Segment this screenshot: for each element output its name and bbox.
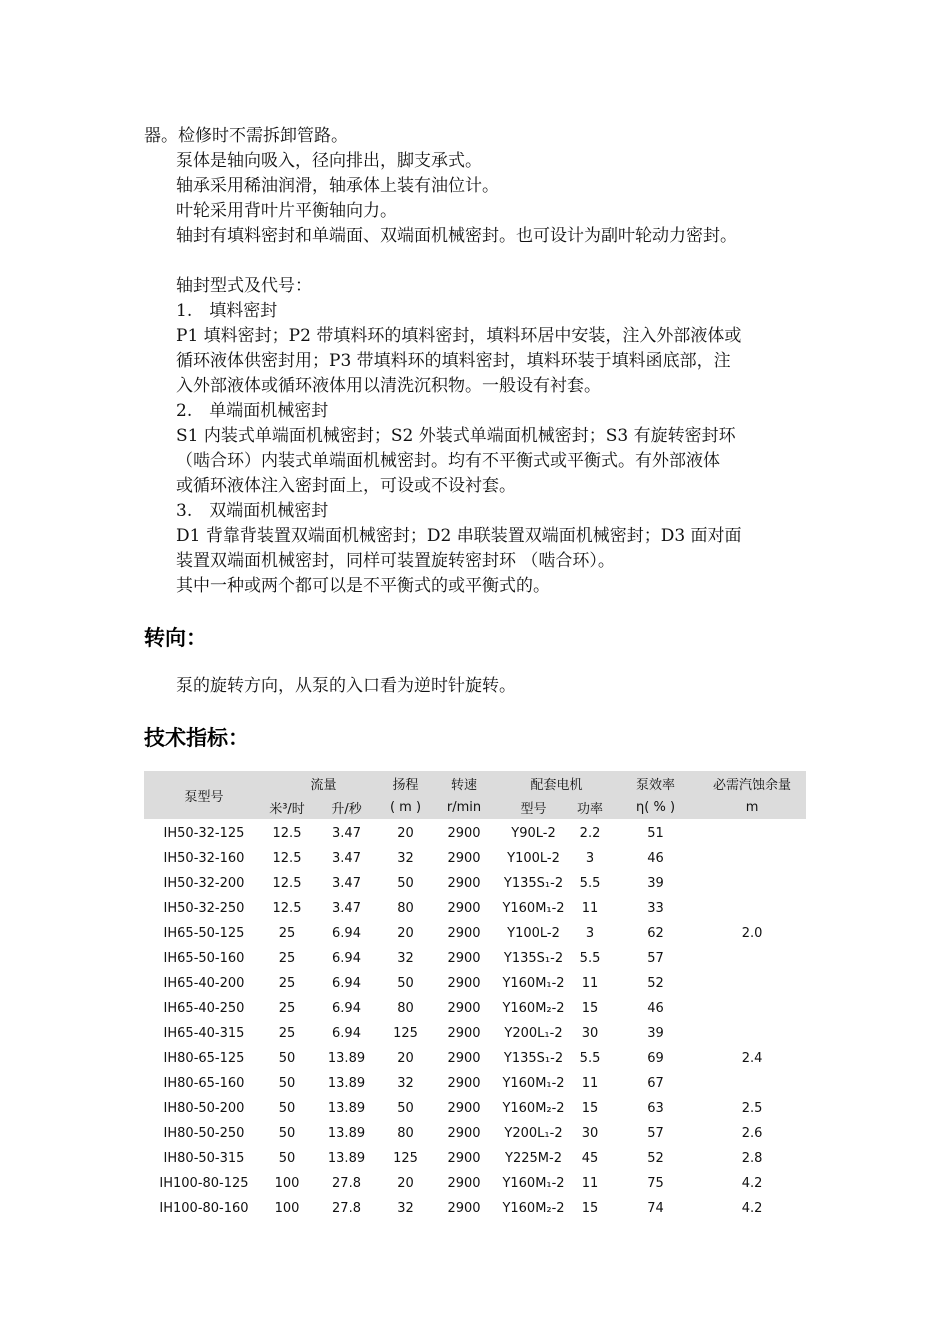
cell-head: 20 xyxy=(397,1176,414,1191)
col-subheader-motor-power: 功率 xyxy=(567,795,613,819)
seal-item-2-line: S1 内装式单端面机械密封；S2 外装式单端面机械密封；S3 有旋转密封环 xyxy=(176,426,736,446)
col-header-speed: 转速 xyxy=(428,771,500,795)
cell-motor-model: Y135S₁-2 xyxy=(503,951,564,966)
cell-flow-ls: 13.89 xyxy=(327,1051,366,1066)
table-row xyxy=(144,946,806,971)
cell-flow-ls: 3.47 xyxy=(332,826,361,841)
cell-head: 80 xyxy=(397,1126,414,1141)
seal-item-3-line: 装置双端面机械密封，同样可装置旋转密封环 （啮合环）。 xyxy=(176,551,615,571)
seal-item-1-line: 循环液体供密封用；P3 带填料环的填料密封，填料环装于填料函底部，注 xyxy=(176,351,731,371)
cell-flow-ls: 27.8 xyxy=(332,1201,361,1216)
cell-head: 125 xyxy=(393,1151,418,1166)
cell-flow-ls: 3.47 xyxy=(332,851,361,866)
cell-flow-ls: 13.89 xyxy=(327,1151,366,1166)
cell-npsh: 4.2 xyxy=(741,1176,763,1191)
cell-motor-model: Y90L-2 xyxy=(511,826,556,841)
paragraph-bearing: 轴承采用稀油润滑，轴承体上装有油位计。 xyxy=(176,176,499,196)
col-header-efficiency: 泵效率 xyxy=(613,771,698,795)
cell-speed: 2900 xyxy=(447,1026,481,1041)
cell-motor-power: 15 xyxy=(581,1201,599,1216)
cell-motor-power: 3 xyxy=(585,926,595,941)
col-subheader-efficiency-unit: η( % ) xyxy=(613,795,698,819)
table-row xyxy=(144,846,806,871)
table-row xyxy=(144,871,806,896)
cell-flow-m3: 12.5 xyxy=(272,876,302,891)
table-header-row xyxy=(144,771,806,795)
cell-model: IH65-40-315 xyxy=(163,1026,245,1041)
col-subheader-motor-model: 型号 xyxy=(500,795,567,819)
table-row xyxy=(144,1046,806,1071)
cell-model: IH80-65-160 xyxy=(163,1076,245,1091)
cell-efficiency: 57 xyxy=(647,951,664,966)
cell-head: 20 xyxy=(397,826,414,841)
col-subheader-npsh-unit: m xyxy=(698,795,806,819)
cell-flow-m3: 50 xyxy=(278,1126,296,1141)
cell-motor-model: Y160M₁-2 xyxy=(502,901,565,916)
table-row xyxy=(144,1071,806,1096)
table-row xyxy=(144,1196,806,1221)
cell-motor-power: 11 xyxy=(581,901,599,916)
cell-head: 50 xyxy=(397,876,414,891)
cell-npsh xyxy=(698,1071,806,1096)
cell-motor-power: 15 xyxy=(581,1001,599,1016)
cell-head: 80 xyxy=(397,901,414,916)
cell-flow-m3: 50 xyxy=(278,1151,296,1166)
cell-motor-power: 3 xyxy=(585,851,595,866)
cell-motor-model: Y160M₁-2 xyxy=(502,1076,565,1091)
cell-motor-power: 11 xyxy=(581,976,599,991)
cell-flow-m3: 25 xyxy=(278,976,296,991)
cell-npsh xyxy=(698,996,806,1021)
seal-item-3-line: D1 背靠背装置双端面机械密封；D2 串联装置双端面机械密封；D3 面对面 xyxy=(176,526,742,546)
cell-flow-m3: 25 xyxy=(278,926,296,941)
spec-table-body xyxy=(144,819,806,1221)
cell-npsh: 2.0 xyxy=(741,926,763,941)
cell-head: 80 xyxy=(397,1001,414,1016)
cell-flow-ls: 6.94 xyxy=(332,1026,361,1041)
cell-model: IH50-32-125 xyxy=(163,826,245,841)
cell-efficiency: 52 xyxy=(647,976,664,991)
cell-motor-power: 5.5 xyxy=(579,951,601,966)
cell-speed: 2900 xyxy=(447,876,481,891)
cell-motor-model: Y160M₂-2 xyxy=(502,1001,565,1016)
cell-efficiency: 63 xyxy=(647,1101,664,1116)
cell-flow-m3: 12.5 xyxy=(272,901,302,916)
table-row xyxy=(144,921,806,946)
cell-flow-m3: 25 xyxy=(278,951,296,966)
cell-npsh xyxy=(698,1021,806,1046)
paragraph-continuation: 器。检修时不需拆卸管路。 xyxy=(144,126,348,146)
cell-motor-power: 11 xyxy=(581,1076,599,1091)
cell-motor-power: 5.5 xyxy=(579,876,601,891)
cell-speed: 2900 xyxy=(447,826,481,841)
cell-flow-m3: 12.5 xyxy=(272,826,302,841)
cell-motor-model: Y100L-2 xyxy=(507,851,560,866)
cell-speed: 2900 xyxy=(447,1201,481,1216)
cell-head: 50 xyxy=(397,1101,414,1116)
paragraph-shaft-seal: 轴封有填料密封和单端面、双端面机械密封。也可设计为副叶轮动力密封。 xyxy=(176,226,737,246)
cell-motor-power: 2.2 xyxy=(579,826,601,841)
cell-npsh xyxy=(698,971,806,996)
cell-flow-ls: 3.47 xyxy=(332,901,361,916)
cell-efficiency: 46 xyxy=(647,1001,664,1016)
cell-motor-model: Y200L₁-2 xyxy=(504,1126,563,1141)
cell-npsh: 2.6 xyxy=(741,1126,763,1141)
table-row xyxy=(144,996,806,1021)
spec-table xyxy=(144,771,806,1221)
cell-speed: 2900 xyxy=(447,1076,481,1091)
cell-efficiency: 74 xyxy=(647,1201,664,1216)
cell-head: 32 xyxy=(397,951,414,966)
cell-head: 32 xyxy=(397,1201,414,1216)
cell-head: 32 xyxy=(397,851,414,866)
cell-motor-model: Y135S₁-2 xyxy=(503,1051,564,1066)
cell-motor-power: 11 xyxy=(581,1176,599,1191)
cell-npsh xyxy=(698,846,806,871)
cell-npsh: 2.4 xyxy=(741,1051,763,1066)
cell-motor-power: 5.5 xyxy=(579,1051,601,1066)
table-row xyxy=(144,971,806,996)
seal-item-2-line: （啮合环）内装式单端面机械密封。均有不平衡式或平衡式。有外部液体 xyxy=(176,451,720,471)
cell-head: 20 xyxy=(397,926,414,941)
cell-flow-ls: 13.89 xyxy=(327,1076,366,1091)
cell-motor-model: Y160M₁-2 xyxy=(502,1176,565,1191)
cell-motor-model: Y160M₁-2 xyxy=(502,976,565,991)
cell-speed: 2900 xyxy=(447,976,481,991)
cell-model: IH65-40-250 xyxy=(163,1001,245,1016)
cell-model: IH65-50-160 xyxy=(163,951,245,966)
heading-rotation: 转向： xyxy=(144,626,207,650)
cell-motor-model: Y200L₁-2 xyxy=(504,1026,563,1041)
seal-item-1-title: 1. 填料密封 xyxy=(176,301,278,321)
table-row xyxy=(144,819,806,846)
cell-speed: 2900 xyxy=(447,1151,481,1166)
cell-model: IH65-50-125 xyxy=(163,926,245,941)
seal-item-3-title: 3. 双端面机械密封 xyxy=(176,501,329,521)
col-header-flow: 流量 xyxy=(264,771,383,795)
seal-types-title: 轴封型式及代号： xyxy=(176,276,312,296)
table-row xyxy=(144,1121,806,1146)
cell-motor-model: Y225M-2 xyxy=(505,1151,562,1166)
seal-item-2-line: 或循环液体注入密封面上，可设或不设衬套。 xyxy=(176,476,516,496)
cell-flow-ls: 6.94 xyxy=(332,976,361,991)
col-subheader-flow-ls: 升/秒 xyxy=(310,795,383,819)
cell-flow-ls: 3.47 xyxy=(332,876,361,891)
cell-motor-power: 45 xyxy=(581,1151,599,1166)
table-row xyxy=(144,1096,806,1121)
cell-npsh xyxy=(698,946,806,971)
cell-speed: 2900 xyxy=(447,1051,481,1066)
col-header-motor: 配套电机 xyxy=(500,771,613,795)
col-header-head: 扬程 xyxy=(383,771,428,795)
seal-item-1-line: 入外部液体或循环液体用以清洗沉积物。一般设有衬套。 xyxy=(176,376,601,396)
cell-efficiency: 46 xyxy=(647,851,664,866)
cell-head: 20 xyxy=(397,1051,414,1066)
cell-npsh xyxy=(698,819,806,846)
cell-flow-ls: 6.94 xyxy=(332,951,361,966)
cell-motor-power: 15 xyxy=(581,1101,599,1116)
cell-efficiency: 39 xyxy=(647,1026,664,1041)
col-subheader-head-unit: ( m ) xyxy=(383,795,428,819)
cell-efficiency: 62 xyxy=(647,926,664,941)
table-row xyxy=(144,1146,806,1171)
seal-note: 其中一种或两个都可以是不平衡式的或平衡式的。 xyxy=(176,576,550,596)
cell-flow-m3: 50 xyxy=(278,1101,296,1116)
cell-flow-m3: 25 xyxy=(278,1026,296,1041)
table-row xyxy=(144,1171,806,1196)
heading-specs: 技术指标： xyxy=(144,726,249,750)
cell-model: IH50-32-160 xyxy=(163,851,245,866)
cell-motor-model: Y160M₂-2 xyxy=(502,1201,565,1216)
cell-efficiency: 51 xyxy=(647,826,664,841)
cell-speed: 2900 xyxy=(447,1126,481,1141)
seal-item-2-title: 2. 单端面机械密封 xyxy=(176,401,329,421)
cell-efficiency: 39 xyxy=(647,876,664,891)
cell-head: 125 xyxy=(393,1026,418,1041)
cell-model: IH100-80-125 xyxy=(159,1176,249,1191)
cell-model: IH100-80-160 xyxy=(159,1201,249,1216)
cell-flow-m3: 100 xyxy=(274,1201,300,1216)
cell-speed: 2900 xyxy=(447,851,481,866)
cell-motor-model: Y135S₁-2 xyxy=(503,876,564,891)
cell-flow-m3: 12.5 xyxy=(272,851,302,866)
cell-speed: 2900 xyxy=(447,926,481,941)
cell-speed: 2900 xyxy=(447,1101,481,1116)
cell-efficiency: 33 xyxy=(647,901,664,916)
cell-speed: 2900 xyxy=(447,1176,481,1191)
cell-flow-ls: 6.94 xyxy=(332,1001,361,1016)
col-header-model: 泵型号 xyxy=(144,771,264,819)
paragraph-pump-body: 泵体是轴向吸入，径向排出，脚支承式。 xyxy=(176,151,482,171)
cell-motor-power: 30 xyxy=(581,1026,599,1041)
cell-model: IH80-50-315 xyxy=(163,1151,245,1166)
cell-model: IH80-50-250 xyxy=(163,1126,245,1141)
cell-motor-power: 30 xyxy=(581,1126,599,1141)
cell-model: IH80-50-200 xyxy=(163,1101,245,1116)
cell-npsh xyxy=(698,896,806,921)
col-subheader-speed-unit: r/min xyxy=(428,795,500,819)
cell-efficiency: 52 xyxy=(647,1151,664,1166)
cell-efficiency: 69 xyxy=(647,1051,664,1066)
cell-flow-m3: 50 xyxy=(278,1051,296,1066)
cell-motor-model: Y100L-2 xyxy=(507,926,560,941)
cell-model: IH65-40-200 xyxy=(163,976,245,991)
col-subheader-flow-m3: 米³/时 xyxy=(264,795,310,819)
cell-npsh: 2.8 xyxy=(741,1151,763,1166)
cell-efficiency: 67 xyxy=(647,1076,664,1091)
cell-efficiency: 57 xyxy=(647,1126,664,1141)
cell-head: 50 xyxy=(397,976,414,991)
cell-speed: 2900 xyxy=(447,901,481,916)
seal-item-1-line: P1 填料密封；P2 带填料环的填料密封，填料环居中安装，注入外部液体或 xyxy=(176,326,742,346)
cell-npsh: 4.2 xyxy=(741,1201,763,1216)
col-header-npsh: 必需汽蚀余量 xyxy=(698,771,806,795)
cell-flow-m3: 100 xyxy=(274,1176,300,1191)
cell-npsh xyxy=(698,871,806,896)
cell-flow-m3: 25 xyxy=(278,1001,296,1016)
cell-flow-ls: 27.8 xyxy=(332,1176,361,1191)
cell-speed: 2900 xyxy=(447,1001,481,1016)
cell-head: 32 xyxy=(397,1076,414,1091)
cell-flow-ls: 13.89 xyxy=(327,1101,366,1116)
table-row xyxy=(144,896,806,921)
cell-model: IH50-32-250 xyxy=(163,901,245,916)
cell-flow-ls: 13.89 xyxy=(327,1126,366,1141)
cell-npsh: 2.5 xyxy=(741,1101,763,1116)
cell-model: IH50-32-200 xyxy=(163,876,245,891)
table-row xyxy=(144,1021,806,1046)
cell-flow-m3: 50 xyxy=(278,1076,296,1091)
cell-speed: 2900 xyxy=(447,951,481,966)
rotation-text: 泵的旋转方向，从泵的入口看为逆时针旋转。 xyxy=(176,676,516,696)
cell-motor-model: Y160M₂-2 xyxy=(502,1101,565,1116)
paragraph-impeller: 叶轮采用背叶片平衡轴向力。 xyxy=(176,201,397,221)
cell-model: IH80-65-125 xyxy=(163,1051,245,1066)
cell-flow-ls: 6.94 xyxy=(332,926,361,941)
cell-efficiency: 75 xyxy=(647,1176,664,1191)
